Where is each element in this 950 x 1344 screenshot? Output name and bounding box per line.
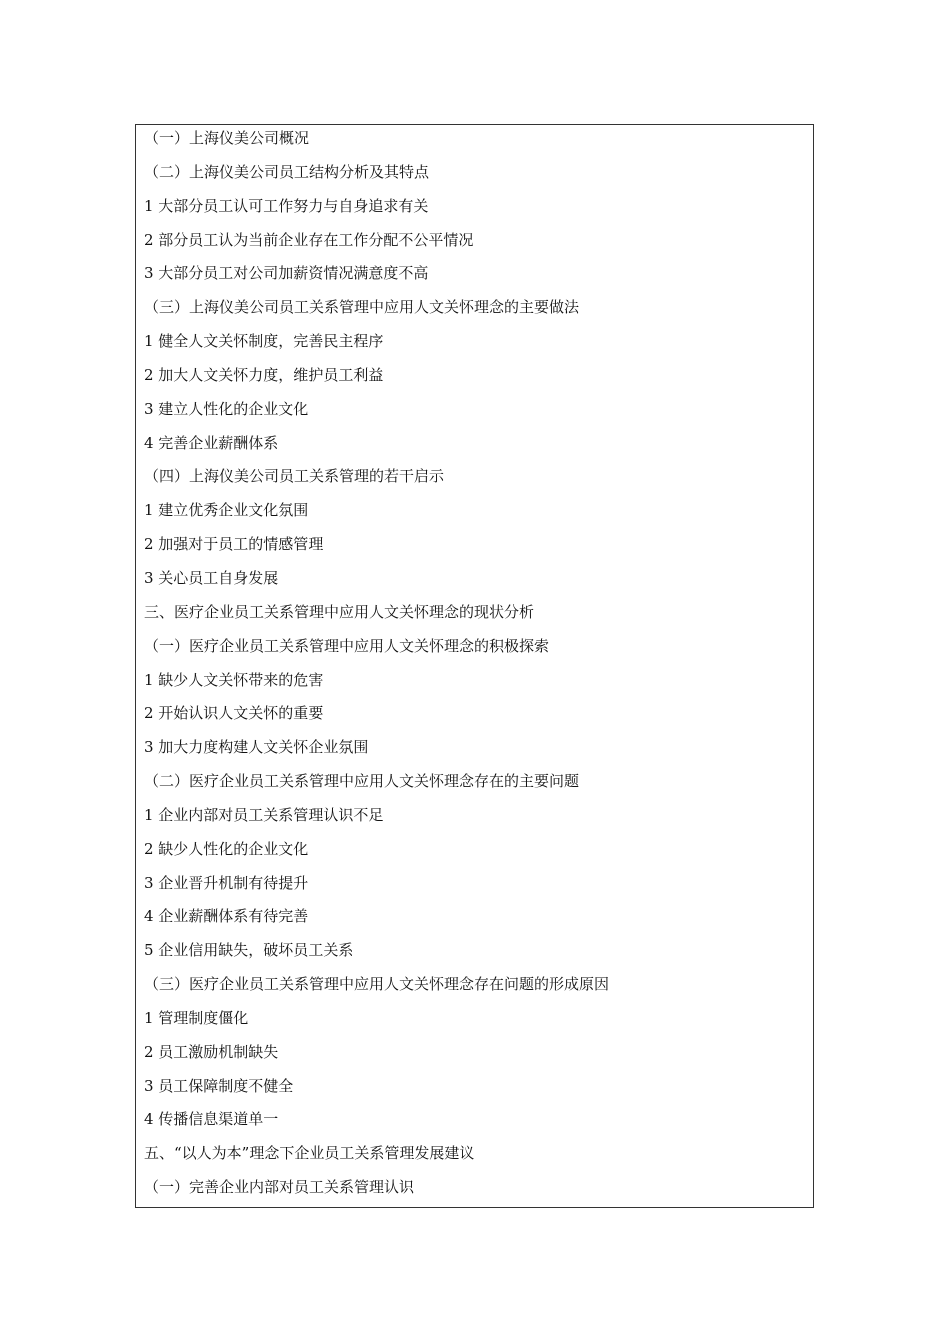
outline-line: 五、“以人为本”理念下企业员工关系管理发展建议 bbox=[144, 1144, 475, 1163]
outline-line: 三、医疗企业员工关系管理中应用人文关怀理念的现状分析 bbox=[144, 602, 535, 621]
outline-line: 1 缺少人文关怀带来的危害 bbox=[144, 670, 324, 689]
outline-line: （一）上海仪美公司概况 bbox=[144, 129, 310, 147]
outline-line: （四）上海仪美公司员工关系管理的若干启示 bbox=[144, 467, 445, 486]
outline-line: 3 关心员工自身发展 bbox=[144, 568, 279, 587]
outline-line: 1 健全人文关怀制度，完善民主程序 bbox=[144, 332, 384, 351]
outline-line: 4 企业薪酬体系有待完善 bbox=[144, 907, 309, 926]
outline-line: 2 加大人文关怀力度，维护员工利益 bbox=[144, 365, 384, 384]
outline-line: （三）上海仪美公司员工关系管理中应用人文关怀理念的主要做法 bbox=[144, 298, 580, 317]
outline-line: 5 企业信用缺失，破坏员工关系 bbox=[144, 941, 354, 960]
outline-line: （三）医疗企业员工关系管理中应用人文关怀理念存在问题的形成原因 bbox=[144, 975, 610, 994]
outline-line: （一）完善企业内部对员工关系管理认识 bbox=[144, 1178, 415, 1197]
outline-line: 3 企业晋升机制有待提升 bbox=[144, 873, 309, 892]
outline-line: 2 员工激励机制缺失 bbox=[144, 1042, 279, 1061]
outline-line: 2 缺少人性化的企业文化 bbox=[144, 839, 309, 858]
outline-line: 1 大部分员工认可工作努力与自身追求有关 bbox=[144, 196, 429, 215]
outline-line: 2 部分员工认为当前企业存在工作分配不公平情况 bbox=[144, 230, 474, 249]
outline-line: 1 企业内部对员工关系管理认识不足 bbox=[144, 805, 384, 824]
outline-line: 3 大部分员工对公司加薪资情况满意度不高 bbox=[144, 264, 429, 283]
outline-line: 4 完善企业薪酬体系 bbox=[144, 433, 279, 452]
outline-line: 1 建立优秀企业文化氛围 bbox=[144, 501, 309, 520]
outline-line: 3 建立人性化的企业文化 bbox=[144, 399, 309, 418]
outline-line: （一）医疗企业员工关系管理中应用人文关怀理念的积极探索 bbox=[144, 636, 550, 655]
outline-list bbox=[144, 126, 809, 1209]
outline-line: （二）医疗企业员工关系管理中应用人文关怀理念存在的主要问题 bbox=[144, 772, 580, 791]
outline-line: 1 管理制度僵化 bbox=[144, 1008, 249, 1027]
outline-line: 2 开始认识人文关怀的重要 bbox=[144, 704, 324, 723]
outline-line: 3 加大力度构建人文关怀企业氛围 bbox=[144, 738, 369, 757]
outline-line: （二）上海仪美公司员工结构分析及其特点 bbox=[144, 162, 430, 181]
outline-line: 4 传播信息渠道单一 bbox=[144, 1110, 279, 1129]
outline-line: 3 员工保障制度不健全 bbox=[144, 1076, 294, 1095]
outline-line: 2 加强对于员工的情感管理 bbox=[144, 535, 324, 554]
